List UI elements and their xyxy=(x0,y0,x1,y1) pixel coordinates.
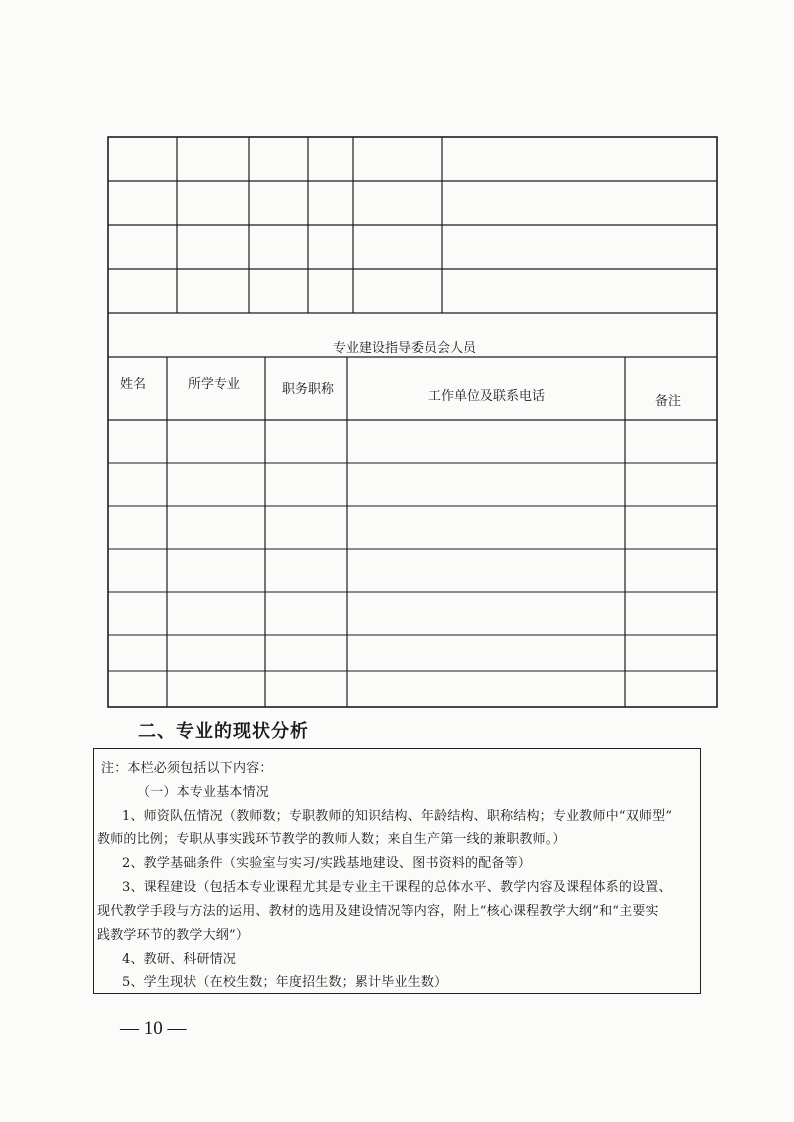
header-title: 职务职称 xyxy=(282,382,335,397)
note-line: 3、课程建设（包括本专业课程尤其是专业主干课程的总体水平、教学内容及课程体系的设置、 xyxy=(122,880,672,895)
note-line: 2、教学基础条件（实验室与实习/实践基地建设、图书资料的配备等） xyxy=(122,856,532,871)
note-line: 践教学环节的教学大纲”） xyxy=(97,928,250,943)
note-line: 现代教学手段与方法的运用、教材的选用及建设情况等内容，附上“核心课程教学大纲”和“主要实 xyxy=(97,904,659,919)
header-employer-phone: 工作单位及联系电话 xyxy=(428,389,546,404)
committee-table-caption: 专业建设指导委员会人员 xyxy=(333,341,477,356)
note-line: 4、教研、科研情况 xyxy=(122,952,237,967)
note-line: 1、师资队伍情况（教师数；专职教师的知识结构、年龄结构、职称结构；专业教师中“双师型” xyxy=(122,809,673,824)
note-line: 教师的比例；专职从事实践环节教学的教师人数；来自生产第一线的兼职教师。） xyxy=(97,832,566,847)
note-line: （一）本专业基本情况 xyxy=(137,785,270,800)
header-remarks: 备注 xyxy=(655,394,682,409)
header-major: 所学专业 xyxy=(188,377,241,392)
section-title: 二、专业的现状分析 xyxy=(138,721,309,742)
note-line: 5、学生现状（在校生数；年度招生数；累计毕业生数） xyxy=(122,975,448,990)
note-line: 注：本栏必须包括以下内容： xyxy=(101,761,273,776)
table-outer-border xyxy=(108,137,717,707)
header-name: 姓名 xyxy=(120,377,147,392)
page-number: — 10 — xyxy=(120,1018,187,1039)
